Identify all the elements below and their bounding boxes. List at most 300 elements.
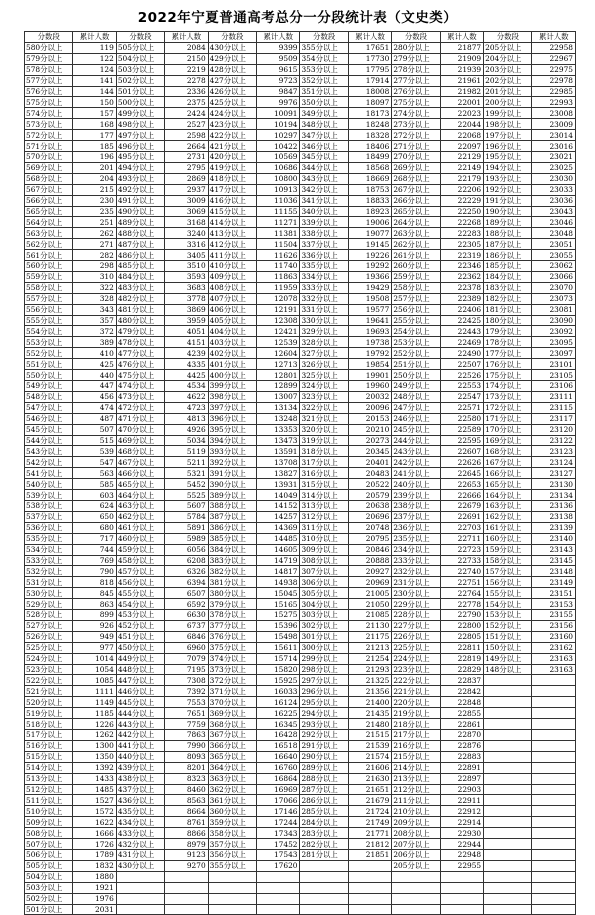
count-cell: 19006	[348, 217, 392, 228]
count-cell: 5321	[165, 468, 209, 479]
table-row	[25, 806, 576, 817]
count-cell: 5525	[165, 490, 209, 501]
score-cell: 309分以上	[300, 544, 348, 555]
table-row	[25, 381, 576, 392]
count-cell: 12801	[256, 370, 300, 381]
table-row	[25, 315, 576, 326]
score-cell: 160分以上	[484, 533, 532, 544]
score-cell: 491分以上	[116, 195, 164, 206]
count-cell: 474	[73, 402, 117, 413]
count-cell: 21749	[348, 817, 392, 828]
score-cell	[484, 849, 532, 860]
count-cell: 1880	[73, 871, 117, 882]
count-cell: 21130	[348, 620, 392, 631]
count-cell: 8761	[165, 817, 209, 828]
score-cell: 331分以上	[300, 304, 348, 315]
table-row	[25, 620, 576, 631]
count-cell: 17146	[256, 806, 300, 817]
score-cell: 324分以上	[300, 381, 348, 392]
count-cell: 20096	[348, 402, 392, 413]
count-cell: 8093	[165, 751, 209, 762]
count-cell: 20846	[348, 544, 392, 555]
count-cell: 22978	[532, 75, 576, 86]
count-cell: 585	[73, 479, 117, 490]
score-cell: 359分以上	[208, 817, 256, 828]
score-cell: 510分以上	[25, 806, 73, 817]
score-cell: 276分以上	[392, 86, 440, 97]
score-cell: 209分以上	[392, 817, 440, 828]
score-cell: 402分以上	[208, 348, 256, 359]
score-cell: 530分以上	[25, 588, 73, 599]
count-cell: 10800	[256, 173, 300, 184]
count-cell: 22691	[440, 511, 484, 522]
score-cell: 355分以上	[208, 860, 256, 871]
count-cell: 17244	[256, 817, 300, 828]
count-cell: 22805	[440, 631, 484, 642]
count-cell: 5784	[165, 511, 209, 522]
score-cell: 258分以上	[392, 282, 440, 293]
count-cell: 11036	[256, 195, 300, 206]
count-cell: 7863	[165, 730, 209, 741]
table-row	[25, 577, 576, 588]
score-cell: 540分以上	[25, 479, 73, 490]
table-row	[25, 86, 576, 97]
score-cell: 170分以上	[484, 424, 532, 435]
count-cell: 15275	[256, 610, 300, 621]
count-cell: 20795	[348, 533, 392, 544]
count-cell: 23124	[532, 457, 576, 468]
score-cell	[300, 882, 348, 893]
count-cell: 20483	[348, 468, 392, 479]
count-cell: 9976	[256, 97, 300, 108]
count-cell: 23122	[532, 435, 576, 446]
score-cell: 480分以上	[116, 315, 164, 326]
score-cell: 175分以上	[484, 370, 532, 381]
score-cell: 172分以上	[484, 402, 532, 413]
table-row	[25, 500, 576, 511]
score-cell: 533分以上	[25, 555, 73, 566]
count-cell: 20927	[348, 566, 392, 577]
score-cell: 463分以上	[116, 500, 164, 511]
score-cell: 329分以上	[300, 326, 348, 337]
score-cell: 420分以上	[208, 151, 256, 162]
count-cell: 14485	[256, 533, 300, 544]
score-cell: 573分以上	[25, 119, 73, 130]
count-cell: 22837	[440, 675, 484, 686]
score-cell: 559分以上	[25, 271, 73, 282]
count-cell: 21877	[440, 42, 484, 53]
score-cell: 406分以上	[208, 304, 256, 315]
score-cell: 336分以上	[300, 250, 348, 261]
count-cell: 12308	[256, 315, 300, 326]
score-cell: 274分以上	[392, 108, 440, 119]
score-cell: 564分以上	[25, 217, 73, 228]
score-cell: 190分以上	[484, 206, 532, 217]
score-cell: 492分以上	[116, 184, 164, 195]
score-cell: 186分以上	[484, 250, 532, 261]
table-row	[25, 544, 576, 555]
score-cell: 266分以上	[392, 195, 440, 206]
count-cell: 22443	[440, 326, 484, 337]
count-cell: 9615	[256, 64, 300, 75]
count-cell: 262	[73, 228, 117, 239]
count-cell: 22891	[440, 762, 484, 773]
count-cell: 4425	[165, 370, 209, 381]
count-cell: 23105	[532, 370, 576, 381]
count-cell	[532, 784, 576, 795]
count-cell: 23033	[532, 184, 576, 195]
score-cell: 293分以上	[300, 719, 348, 730]
count-cell: 18173	[348, 108, 392, 119]
score-cell: 417分以上	[208, 184, 256, 195]
count-cell: 15714	[256, 653, 300, 664]
score-cell: 459分以上	[116, 544, 164, 555]
score-cell: 539分以上	[25, 490, 73, 501]
score-cell: 219分以上	[392, 708, 440, 719]
score-cell: 381分以上	[208, 577, 256, 588]
score-cell	[208, 893, 256, 904]
count-cell: 1726	[73, 839, 117, 850]
score-cell	[392, 893, 440, 904]
score-cell: 502分以上	[25, 893, 73, 904]
score-cell: 415分以上	[208, 206, 256, 217]
score-cell: 288分以上	[300, 773, 348, 784]
table-row	[25, 882, 576, 893]
count-cell: 20696	[348, 511, 392, 522]
count-cell	[532, 882, 576, 893]
score-cell: 229分以上	[392, 599, 440, 610]
count-cell: 8323	[165, 773, 209, 784]
score-cell: 185分以上	[484, 261, 532, 272]
score-cell: 259分以上	[392, 271, 440, 282]
count-cell: 7195	[165, 664, 209, 675]
count-cell: 2150	[165, 53, 209, 64]
count-cell: 9123	[165, 849, 209, 860]
score-cell: 296分以上	[300, 686, 348, 697]
table-row	[25, 773, 576, 784]
count-cell: 18328	[348, 130, 392, 141]
count-cell: 16033	[256, 686, 300, 697]
count-cell: 12078	[256, 293, 300, 304]
score-cell: 390分以上	[208, 479, 256, 490]
count-cell: 1622	[73, 817, 117, 828]
count-cell: 3168	[165, 217, 209, 228]
count-cell: 680	[73, 522, 117, 533]
score-cell: 157分以上	[484, 566, 532, 577]
count-cell	[256, 882, 300, 893]
score-cell: 391分以上	[208, 468, 256, 479]
score-cell: 370分以上	[208, 697, 256, 708]
score-cell: 353分以上	[300, 64, 348, 75]
count-cell: 22179	[440, 173, 484, 184]
count-cell: 17620	[256, 860, 300, 871]
score-cell: 429分以上	[208, 53, 256, 64]
table-row	[25, 359, 576, 370]
score-cell: 405分以上	[208, 315, 256, 326]
count-cell: 23095	[532, 337, 576, 348]
count-cell: 22842	[440, 686, 484, 697]
count-cell	[532, 795, 576, 806]
score-cell: 339分以上	[300, 217, 348, 228]
score-cell: 153分以上	[484, 610, 532, 621]
count-cell: 22897	[440, 773, 484, 784]
score-cell: 422分以上	[208, 130, 256, 141]
score-cell: 411分以上	[208, 250, 256, 261]
count-cell	[532, 773, 576, 784]
count-cell: 10913	[256, 184, 300, 195]
score-cell	[484, 806, 532, 817]
count-cell: 1572	[73, 806, 117, 817]
score-cell: 325分以上	[300, 370, 348, 381]
table-row	[25, 217, 576, 228]
count-cell: 10422	[256, 141, 300, 152]
count-cell: 23156	[532, 620, 576, 631]
score-cell: 226分以上	[392, 631, 440, 642]
count-cell: 23106	[532, 381, 576, 392]
count-cell: 19366	[348, 271, 392, 282]
score-cell: 256分以上	[392, 304, 440, 315]
count-cell: 769	[73, 555, 117, 566]
count-cell: 22389	[440, 293, 484, 304]
score-cell: 167分以上	[484, 457, 532, 468]
count-cell: 22764	[440, 588, 484, 599]
count-cell: 717	[73, 533, 117, 544]
count-cell: 13473	[256, 435, 300, 446]
count-cell: 11626	[256, 250, 300, 261]
score-cell: 561分以上	[25, 250, 73, 261]
table-row	[25, 228, 576, 239]
score-cell: 449分以上	[116, 653, 164, 664]
count-cell: 22589	[440, 424, 484, 435]
score-cell: 319分以上	[300, 435, 348, 446]
count-cell: 1149	[73, 697, 117, 708]
score-cell: 378分以上	[208, 610, 256, 621]
score-cell: 156分以上	[484, 577, 532, 588]
count-cell: 18248	[348, 119, 392, 130]
count-cell: 13827	[256, 468, 300, 479]
count-cell: 215	[73, 184, 117, 195]
score-cell: 475分以上	[116, 370, 164, 381]
score-cell: 194分以上	[484, 162, 532, 173]
count-cell: 3869	[165, 304, 209, 315]
count-cell: 23134	[532, 490, 576, 501]
score-cell: 262分以上	[392, 239, 440, 250]
count-cell: 20345	[348, 446, 392, 457]
score-cell: 546分以上	[25, 413, 73, 424]
score-cell: 233分以上	[392, 555, 440, 566]
score-cell: 538分以上	[25, 500, 73, 511]
score-cell: 565分以上	[25, 206, 73, 217]
score-cell: 504分以上	[25, 871, 73, 882]
count-cell: 10686	[256, 162, 300, 173]
score-cell: 580分以上	[25, 42, 73, 53]
count-cell: 23097	[532, 348, 576, 359]
score-cell: 227分以上	[392, 620, 440, 631]
score-cell: 550分以上	[25, 370, 73, 381]
count-cell: 23111	[532, 391, 576, 402]
score-cell	[116, 871, 164, 882]
score-cell: 360分以上	[208, 806, 256, 817]
count-cell: 328	[73, 293, 117, 304]
score-cell: 367分以上	[208, 730, 256, 741]
count-cell: 7392	[165, 686, 209, 697]
score-cell: 202分以上	[484, 75, 532, 86]
score-cell: 534分以上	[25, 544, 73, 555]
count-cell: 22653	[440, 479, 484, 490]
score-cell: 499分以上	[116, 108, 164, 119]
score-cell: 247分以上	[392, 402, 440, 413]
count-cell: 23016	[532, 141, 576, 152]
count-cell: 23073	[532, 293, 576, 304]
count-cell: 11504	[256, 239, 300, 250]
score-cell: 304分以上	[300, 599, 348, 610]
score-cell	[484, 839, 532, 850]
count-cell: 6056	[165, 544, 209, 555]
table-row	[25, 370, 576, 381]
table-row	[25, 457, 576, 468]
score-cell: 474分以上	[116, 381, 164, 392]
count-cell: 20032	[348, 391, 392, 402]
count-cell: 12191	[256, 304, 300, 315]
header-score-cell: 分数段	[208, 32, 256, 43]
count-cell: 13248	[256, 413, 300, 424]
count-cell: 12604	[256, 348, 300, 359]
score-cell: 395分以上	[208, 424, 256, 435]
count-cell: 2869	[165, 173, 209, 184]
score-cell: 323分以上	[300, 391, 348, 402]
count-cell	[348, 893, 392, 904]
count-cell: 18669	[348, 173, 392, 184]
score-cell: 199分以上	[484, 108, 532, 119]
count-cell: 17066	[256, 795, 300, 806]
count-cell: 19292	[348, 261, 392, 272]
score-cell: 434分以上	[116, 817, 164, 828]
score-cell: 214分以上	[392, 762, 440, 773]
score-cell: 478分以上	[116, 337, 164, 348]
count-cell: 2336	[165, 86, 209, 97]
count-cell: 1185	[73, 708, 117, 719]
score-cell: 457分以上	[116, 566, 164, 577]
score-cell: 334分以上	[300, 271, 348, 282]
score-cell: 238分以上	[392, 500, 440, 511]
score-cell: 248分以上	[392, 391, 440, 402]
score-cell: 159分以上	[484, 544, 532, 555]
score-cell: 531分以上	[25, 577, 73, 588]
count-cell: 1789	[73, 849, 117, 860]
score-cell: 272分以上	[392, 130, 440, 141]
count-cell: 22870	[440, 730, 484, 741]
score-cell: 191分以上	[484, 195, 532, 206]
score-cell: 363分以上	[208, 773, 256, 784]
count-cell	[532, 686, 576, 697]
count-cell	[532, 839, 576, 850]
score-cell: 578分以上	[25, 64, 73, 75]
score-cell: 490分以上	[116, 206, 164, 217]
count-cell: 22740	[440, 566, 484, 577]
table-row	[25, 402, 576, 413]
score-cell: 340分以上	[300, 206, 348, 217]
count-cell: 515	[73, 435, 117, 446]
count-cell: 7759	[165, 719, 209, 730]
score-cell: 171分以上	[484, 413, 532, 424]
count-cell: 11271	[256, 217, 300, 228]
header-count-cell: 累计人数	[532, 32, 576, 43]
table-row	[25, 490, 576, 501]
count-cell: 21679	[348, 795, 392, 806]
count-cell: 19960	[348, 381, 392, 392]
score-cell: 337分以上	[300, 239, 348, 250]
score-cell: 433分以上	[116, 828, 164, 839]
score-cell: 162分以上	[484, 511, 532, 522]
count-cell: 22149	[440, 162, 484, 173]
score-cell	[484, 904, 532, 915]
count-cell: 19738	[348, 337, 392, 348]
score-cell: 216分以上	[392, 740, 440, 751]
score-cell: 577分以上	[25, 75, 73, 86]
count-cell: 22914	[440, 817, 484, 828]
score-cell: 184分以上	[484, 271, 532, 282]
count-cell: 790	[73, 566, 117, 577]
score-cell: 549分以上	[25, 381, 73, 392]
table-row	[25, 250, 576, 261]
table-row	[25, 64, 576, 75]
score-cell: 477分以上	[116, 348, 164, 359]
count-cell: 2527	[165, 119, 209, 130]
count-cell: 17343	[256, 828, 300, 839]
score-cell: 569分以上	[25, 162, 73, 173]
score-cell: 566分以上	[25, 195, 73, 206]
score-cell	[392, 904, 440, 915]
count-cell: 22790	[440, 610, 484, 621]
score-cell: 218分以上	[392, 719, 440, 730]
score-cell: 372分以上	[208, 675, 256, 686]
count-cell: 13591	[256, 446, 300, 457]
count-cell: 17914	[348, 75, 392, 86]
score-cell: 366分以上	[208, 740, 256, 751]
count-cell: 23014	[532, 130, 576, 141]
count-cell: 10091	[256, 108, 300, 119]
count-cell: 4622	[165, 391, 209, 402]
score-cell: 495分以上	[116, 151, 164, 162]
count-cell	[440, 871, 484, 882]
count-cell: 1014	[73, 653, 117, 664]
score-cell: 212分以上	[392, 784, 440, 795]
count-cell: 18097	[348, 97, 392, 108]
count-cell: 14257	[256, 511, 300, 522]
table-row	[25, 337, 576, 348]
count-cell: 11381	[256, 228, 300, 239]
count-cell: 1300	[73, 740, 117, 751]
count-cell: 1054	[73, 664, 117, 675]
score-cell: 165分以上	[484, 479, 532, 490]
count-cell: 22883	[440, 751, 484, 762]
score-cell: 362分以上	[208, 784, 256, 795]
count-cell: 18753	[348, 184, 392, 195]
score-cell	[208, 871, 256, 882]
score-cell: 312分以上	[300, 511, 348, 522]
count-cell: 20273	[348, 435, 392, 446]
score-cell: 424分以上	[208, 108, 256, 119]
score-cell: 392分以上	[208, 457, 256, 468]
count-cell	[532, 806, 576, 817]
score-cell	[116, 904, 164, 915]
score-cell: 487分以上	[116, 239, 164, 250]
count-cell: 456	[73, 391, 117, 402]
count-cell: 447	[73, 381, 117, 392]
count-cell: 5119	[165, 446, 209, 457]
count-cell: 563	[73, 468, 117, 479]
score-cell: 515分以上	[25, 751, 73, 762]
